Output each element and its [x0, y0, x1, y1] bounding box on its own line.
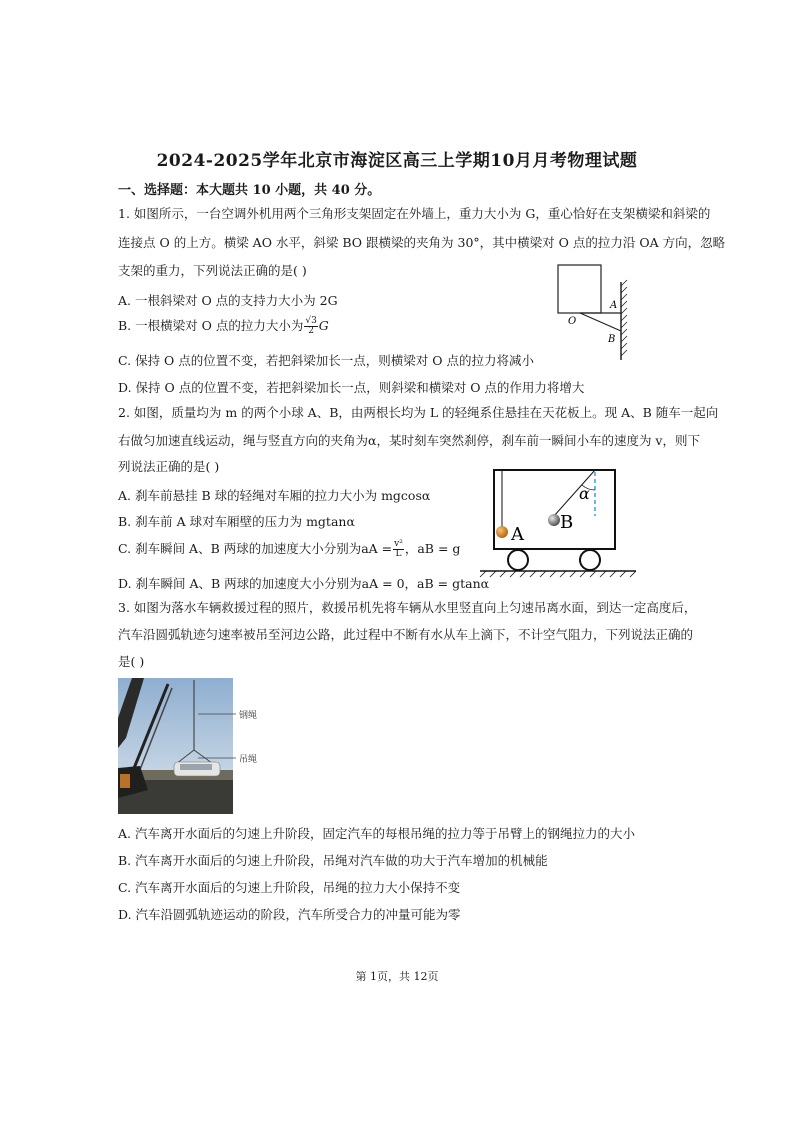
page-footer: 第 1页，共 12页 [355, 970, 439, 983]
wheel-left [508, 550, 528, 570]
page-title: 2024-2025学年北京市海淀区高三上学期10月月考物理试题 [156, 151, 638, 171]
diagonal-beam-bo [580, 313, 621, 331]
q1-line-3: 支架的重力，下列说法正确的是( ) [118, 263, 307, 278]
wall-hatching [621, 280, 627, 356]
q1-option-a[interactable]: A. 一根斜梁对 O 点的支持力大小为 2G [118, 293, 338, 308]
q3-line-2: 汽车沿圆弧轨迹匀速率被吊至河边公路，此过程中不断有水从车上滴下，不计空气阻力，下列说法正确的 [118, 627, 694, 642]
section-heading: 一、选择题：本大题共 10 小题，共 40 分。 [118, 183, 381, 198]
wheel-right [580, 550, 600, 570]
q1-option-c[interactable]: C. 保持 O 点的位置不变，若把斜梁加长一点，则横梁对 O 点的拉力将减小 [118, 353, 534, 368]
label-ball-a: A [511, 524, 524, 545]
q1-option-b-suffix: G [318, 318, 329, 333]
q1-option-d[interactable]: D. 保持 O 点的位置不变，若把斜梁加长一点，则斜梁和横梁对 O 点的作用力将增大 [118, 380, 585, 395]
q3-option-b[interactable]: B. 汽车离开水面后的匀速上升阶段，吊绳对汽车做的功大于汽车增加的机械能 [118, 853, 548, 868]
label-a: A [610, 300, 618, 311]
q1-line-2: 连接点 O 的上方。横梁 AO 水平，斜梁 BO 跟横梁的夹角为 30°，其中横梁对 O 点的拉力沿 OA 方向，忽略 [118, 235, 726, 250]
photo-label-steel-cable: 钢绳 [239, 711, 258, 721]
ball-b [548, 514, 560, 526]
q1-option-b-fraction [304, 317, 317, 336]
q2-option-c-suffix: ，aB = g [404, 541, 461, 556]
q3-line-3: 是( ) [118, 654, 145, 669]
q2-option-d[interactable]: D. 刹车瞬间 A、B 两球的加速度大小分别为aA = 0，aB = gtanα [118, 576, 490, 591]
q2-option-c-numerator: v² [394, 539, 403, 549]
q2-option-a[interactable]: A. 刹车前悬挂 B 球的轻绳对车厢的拉力大小为 mgcosα [118, 488, 431, 503]
q1-option-b[interactable] [118, 316, 329, 336]
car-window [180, 764, 212, 770]
q2-line-2: 右做匀加速直线运动，绳与竖直方向的夹角为α，某时刻车突然刹停，刹车前一瞬间小车的速度为 v，则下 [118, 433, 700, 448]
q2-option-c-text: C. 刹车瞬间 A、B 两球的加速度大小分别为aA = [118, 541, 393, 556]
q2-option-c[interactable] [118, 539, 460, 559]
ground-hatching [480, 571, 636, 577]
q2-option-b[interactable]: B. 刹车前 A 球对车厢壁的压力为 mgtanα [118, 514, 355, 529]
crane-cab [120, 774, 130, 788]
q3-option-a[interactable]: A. 汽车离开水面后的匀速上升阶段，固定汽车的每根吊绳的拉力等于吊臂上的钢绳拉力的大小 [118, 826, 635, 841]
q2-line-3: 列说法正确的是( ) [118, 459, 220, 474]
q1-line-1: 1. 如图所示，一台空调外机用两个三角形支架固定在外墙上，重力大小为 G，重心恰好在支架横梁和斜梁的 [118, 206, 711, 221]
q2-option-c-fraction [393, 540, 404, 559]
q1-option-b-text: B. 一根横梁对 O 点的拉力大小为 [118, 318, 304, 333]
q1-bracket-figure [552, 262, 632, 364]
q3-rescue-photo [118, 678, 288, 814]
q2-cart-figure [478, 466, 638, 582]
q3-line-1: 3. 如图为落水车辆救援过程的照片，救援吊机先将车辆从水里竖直向上匀速吊离水面，到达一定高度后， [118, 600, 697, 615]
q1-option-b-numerator: √3 [305, 316, 317, 326]
ball-a [496, 526, 508, 538]
label-o: O [568, 316, 577, 327]
q2-line-1: 2. 如图，质量均为 m 的两个小球 A、B，由两根长均为 L 的轻绳系住悬挂在天花板上。现 A、B 随车一起向 [118, 405, 719, 420]
q3-option-d[interactable]: D. 汽车沿圆弧轨迹运动的阶段，汽车所受合力的冲量可能为零 [118, 907, 461, 922]
label-alpha: α [579, 484, 590, 503]
photo-label-sling: 吊绳 [239, 755, 258, 765]
label-ball-b: B [560, 512, 574, 533]
ac-unit-box [558, 265, 601, 313]
label-b: B [608, 334, 616, 345]
q1-option-b-denominator: 2 [308, 326, 314, 336]
q3-option-c[interactable]: C. 汽车离开水面后的匀速上升阶段，吊绳的拉力大小保持不变 [118, 880, 461, 895]
q2-option-c-denominator: L [395, 549, 402, 559]
